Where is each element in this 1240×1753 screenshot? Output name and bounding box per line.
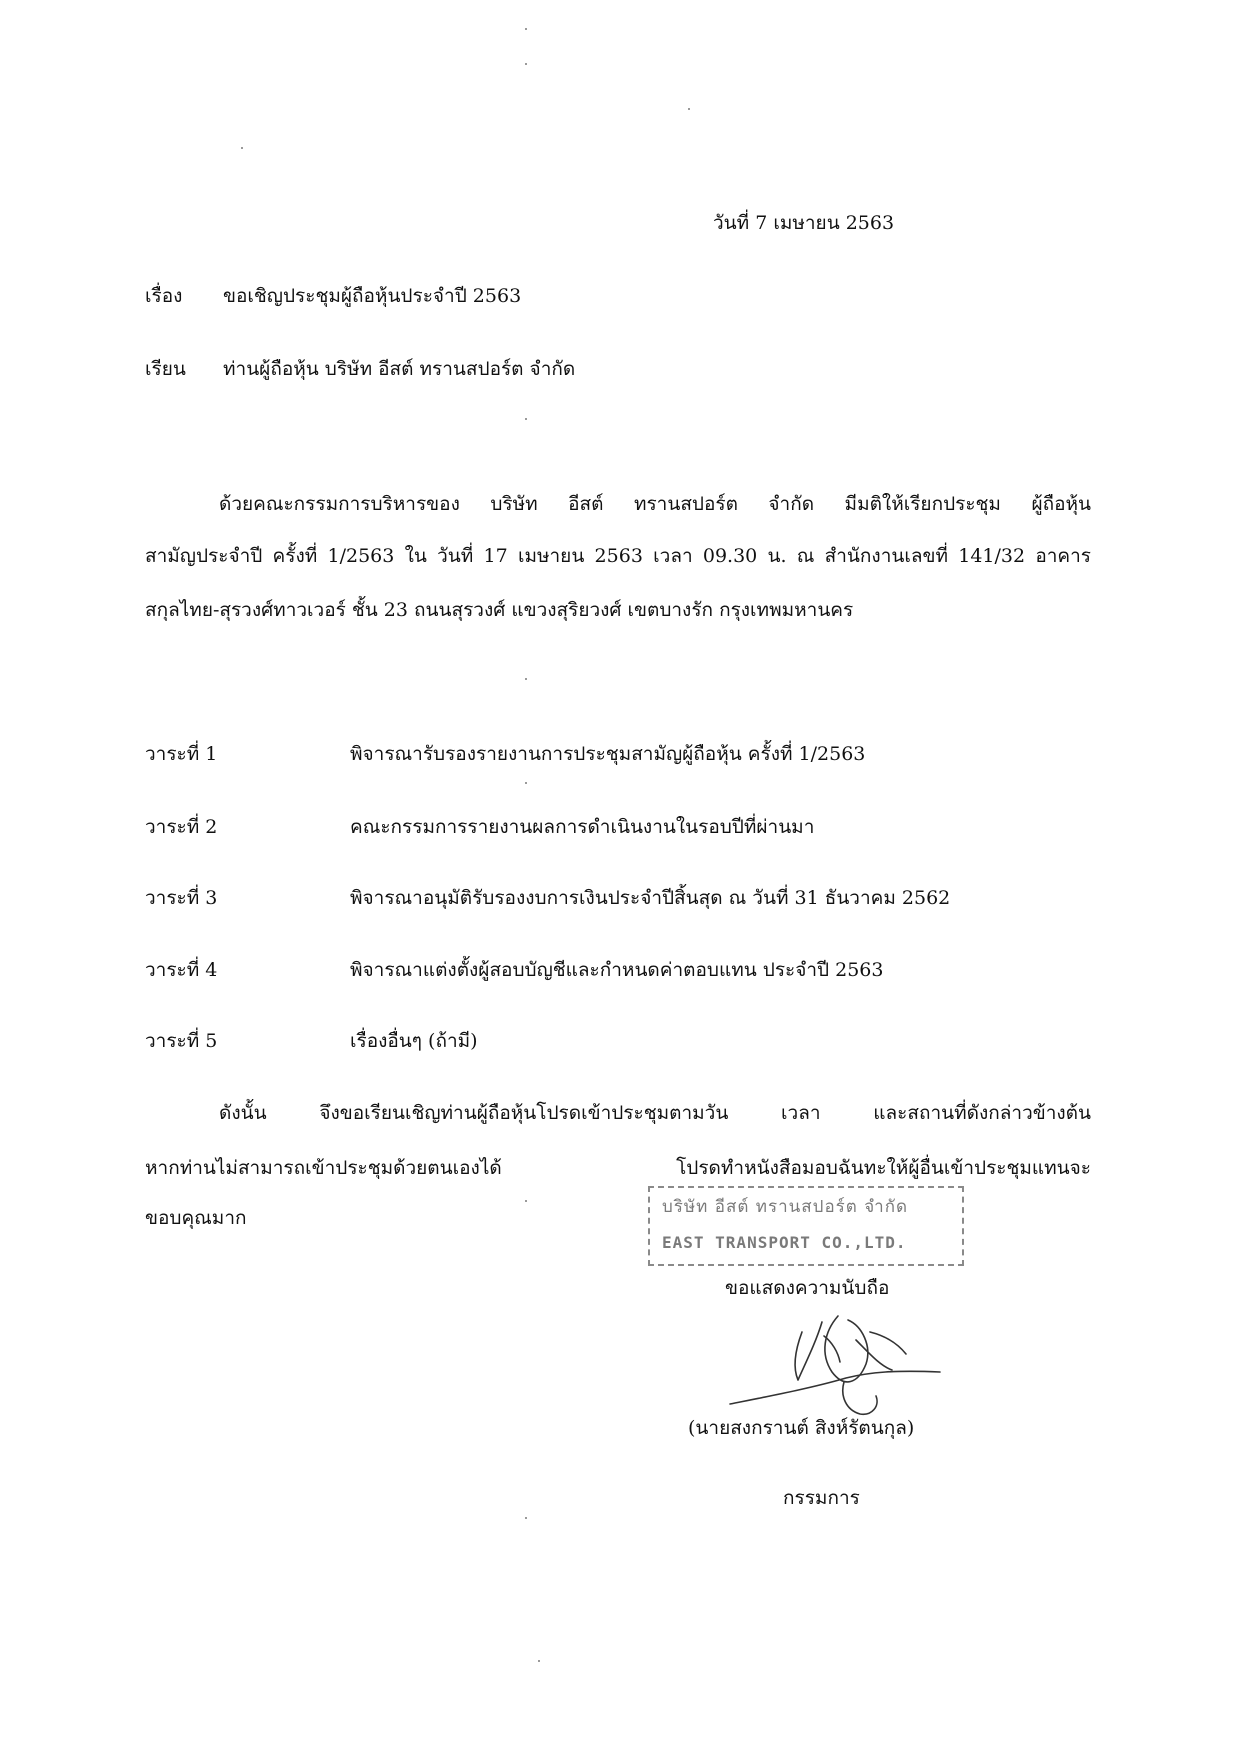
agenda-label-1: วาระที่ 1: [145, 743, 218, 765]
company-stamp: [648, 1186, 964, 1266]
agenda-text-5: เรื่องอื่นๆ (ถ้ามี): [350, 1030, 478, 1052]
agenda-label-2: วาระที่ 2: [145, 816, 218, 838]
subject-label: เรื่อง: [145, 285, 183, 307]
closing-line-1: ดังนั้น จึงขอเรียนเชิญท่านผู้ถือหุ้นโปรดเข้าประชุมตามวัน เวลา และสถานที่ดังกล่าวข้างต้น: [219, 1102, 1091, 1124]
subject-text: ขอเชิญประชุมผู้ถือหุ้นประจำปี 2563: [223, 285, 522, 307]
agenda-text-3: พิจารณาอนุมัติรับรองงบการเงินประจำปีสิ้นสุด ณ วันที่ 31 ธันวาคม 2562: [350, 887, 951, 909]
scan-speck: [525, 1517, 527, 1519]
agenda-text-1: พิจารณารับรองรายงานการประชุมสามัญผู้ถือหุ้น ครั้งที่ 1/2563: [350, 743, 866, 765]
intro-line-3: สกุลไทย-สุรวงศ์ทาวเวอร์ ชั้น 23 ถนนสุรวงศ์ แขวงสุริยวงศ์ เขตบางรัก กรุงเทพมหานคร: [145, 599, 854, 621]
scan-speck: [688, 108, 690, 110]
scan-speck: [525, 1200, 527, 1202]
closing-line-2: หากท่านไม่สามารถเข้าประชุมด้วยตนเองได้ โปรดทำหนังสือมอบฉันทะให้ผู้อื่นเข้าประชุมแทนจะ: [145, 1157, 1091, 1179]
agenda-text-2: คณะกรรมการรายงานผลการดำเนินงานในรอบปีที่ผ่านมา: [350, 816, 815, 838]
agenda-label-5: วาระที่ 5: [145, 1030, 218, 1052]
agenda-label-4: วาระที่ 4: [145, 959, 218, 981]
scan-speck: [525, 418, 527, 420]
scan-speck: [525, 28, 527, 30]
intro-line-2: สามัญประจำปี ครั้งที่ 1/2563 ใน วันที่ 17 เมษายน 2563 เวลา 09.30 น. ณ สำนักงานเลขที่ 141/32 อาคาร: [145, 545, 1091, 567]
recipient-label: เรียน: [145, 358, 186, 380]
signer-title: กรรมการ: [783, 1487, 860, 1509]
complimentary-close: ขอแสดงความนับถือ: [725, 1277, 890, 1299]
closing-line-3: ขอบคุณมาก: [145, 1207, 247, 1229]
scan-speck: [525, 782, 527, 784]
scan-speck: [525, 63, 527, 65]
scan-speck: [525, 678, 527, 680]
agenda-text-4: พิจารณาแต่งตั้งผู้สอบบัญชีและกำหนดค่าตอบแทน ประจำปี 2563: [350, 959, 884, 981]
agenda-label-3: วาระที่ 3: [145, 887, 218, 909]
stamp-english-text: EAST TRANSPORT CO.,LTD.: [662, 1233, 907, 1252]
scan-speck: [538, 1660, 540, 1662]
intro-line-1: ด้วยคณะกรรมการบริหารของ บริษัท อีสต์ ทรานสปอร์ต จำกัด มีมติให้เรียกประชุม ผู้ถือหุ้น: [219, 493, 1091, 515]
signer-name: (นายสงกรานต์ สิงห์รัตนกุล): [688, 1417, 915, 1439]
signature-image: [720, 1292, 980, 1422]
recipient-text: ท่านผู้ถือหุ้น บริษัท อีสต์ ทรานสปอร์ต จำกัด: [223, 358, 576, 380]
letter-date: วันที่ 7 เมษายน 2563: [713, 212, 895, 234]
scan-speck: [241, 147, 243, 149]
stamp-thai-text: บริษัท อีสต์ ทรานสปอร์ต จำกัด: [662, 1197, 909, 1217]
